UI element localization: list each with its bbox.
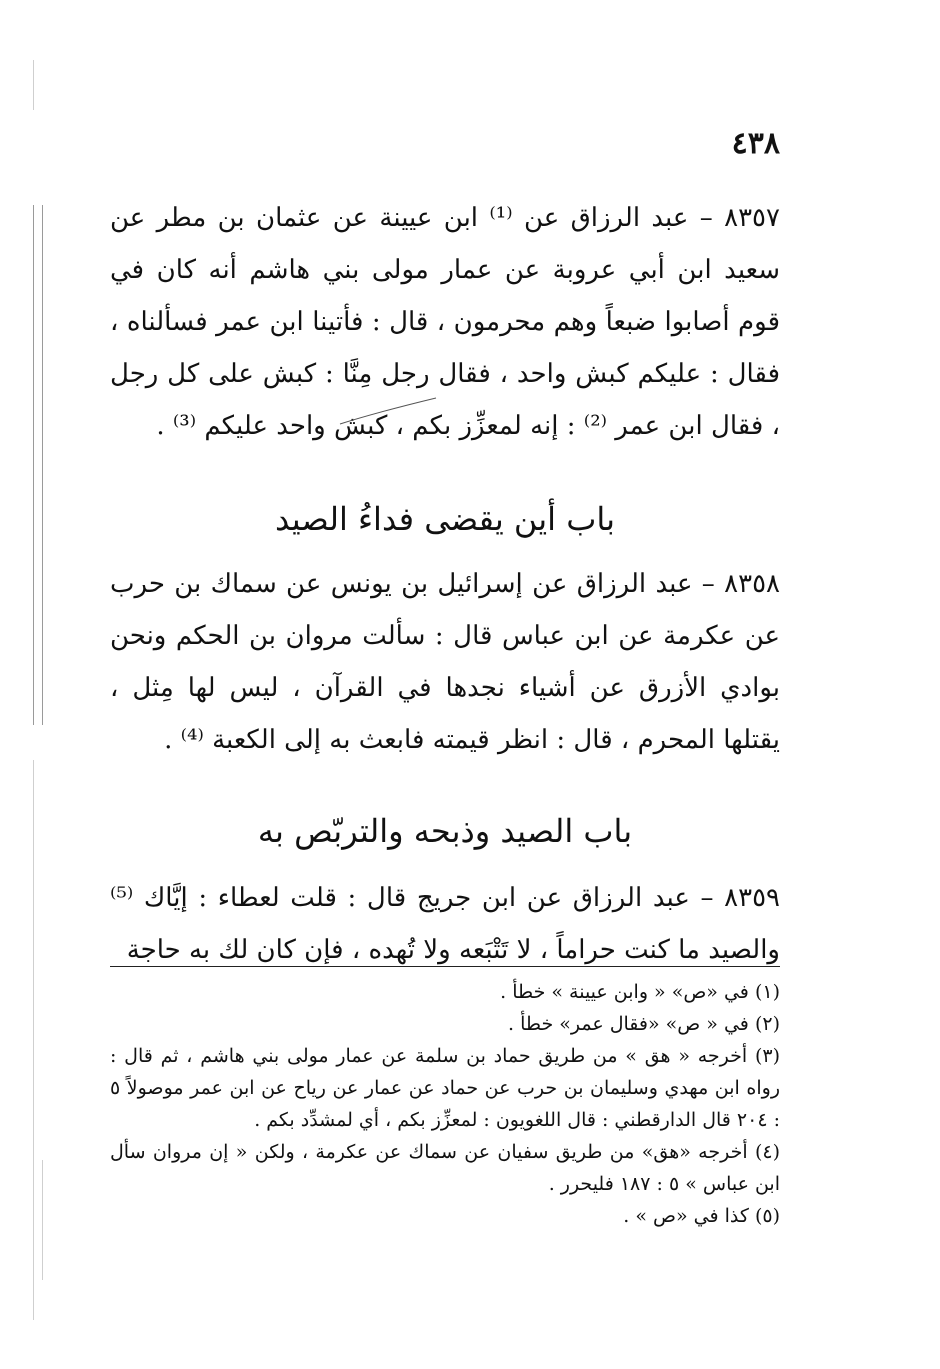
footnote: [110, 1008, 780, 1040]
footnote: [110, 976, 780, 1008]
footnote-number: (٣): [754, 1045, 781, 1067]
hadith-paragraph: ٨٣٥٧ – عبد الرزاق عن ⁽¹⁾ ابن عيينة عن عثمان بن مطر عن سعيد ابن أبي عروبة عن عمار مولى بني هاشم أنه كان في قوم أصابوا ضبعاً وهم محرمون ، قال : فأتينا ابن عمر فسألناه ، فقال : عليكم كبش واحد ، فقال رجل مِنَّا : كبش على كل رجل ، فقال ابن عمر ⁽²⁾ : إنه لمعزِّز بكم ، كبش واحد عليكم ⁽³⁾ .: [110, 203, 780, 441]
footnote-text: أخرجه «هق» من طريق سفيان عن سماك عن عكرمة ، ولكن « إن مروان سأل ابن عباس » ٥ : ١٨٧ فليحرر .: [110, 1141, 780, 1195]
footnote-number: (١): [754, 981, 780, 1003]
footnote: [110, 1136, 780, 1200]
footnote-text: في « ص» «فقال عمر» خطأ .: [508, 1013, 749, 1035]
footnote-number: (٤): [754, 1141, 780, 1163]
footnote-text: في «ص» « وابن عيينة » خطأ .: [500, 981, 749, 1003]
margin-line: [33, 205, 34, 725]
hadith-paragraph: ٨٣٥٩ – عبد الرزاق عن ابن جريج قال : قلت لعطاء : إيَّاك ⁽⁵⁾ والصيد ما كنت حراماً ، لا تَتْبَعه ولا تُهده ، فإن كان لك به حاجة: [110, 883, 780, 965]
footnote-number: (٥): [754, 1205, 780, 1227]
pen-stroke-mark: [338, 394, 438, 428]
hadith-paragraph: ٨٣٥٨ – عبد الرزاق عن إسرائيل بن يونس عن سماك بن حرب عن عكرمة عن ابن عباس قال : سألت مروان بن الحكم ونحن بوادي الأزرق عن أشياء نجدها في القرآن ، ليس لها مِثل ، يقتلها المحرم ، قال : انظر قيمته فابعث به إلى الكعبة ⁽⁴⁾ .: [110, 569, 780, 755]
footnote-text: أخرجه « هق » من طريق حماد بن سلمة عن عمار مولى بني هاشم ، ثم قال : رواه ابن مهدي وسليمان بن حرب عن حماد عن عمار عن رياح عن ابن عمر موصولاً ٥ : ٢٠٤ قال الدارقطني : قال اللغويون : لمعزِّز بكم ، أي لمشدِّد بكم .: [110, 1045, 780, 1131]
chapter-heading: باب أين يقضى فداءُ الصيد: [274, 500, 615, 538]
footnote: [110, 1040, 780, 1136]
margin-line: [42, 1160, 43, 1280]
page-number: ٤٣٨: [731, 126, 780, 161]
footnote-number: (٢): [754, 1013, 780, 1035]
footnote: [110, 1200, 780, 1232]
margin-line: [33, 760, 34, 1320]
chapter-heading: باب الصيد وذبحه والتربّص به: [257, 812, 633, 850]
margin-line: [33, 60, 34, 110]
footnote-text: كذا في «ص » .: [623, 1205, 749, 1227]
footnote-divider: [110, 966, 780, 967]
margin-line: [42, 205, 43, 725]
footnotes: [110, 976, 780, 1232]
